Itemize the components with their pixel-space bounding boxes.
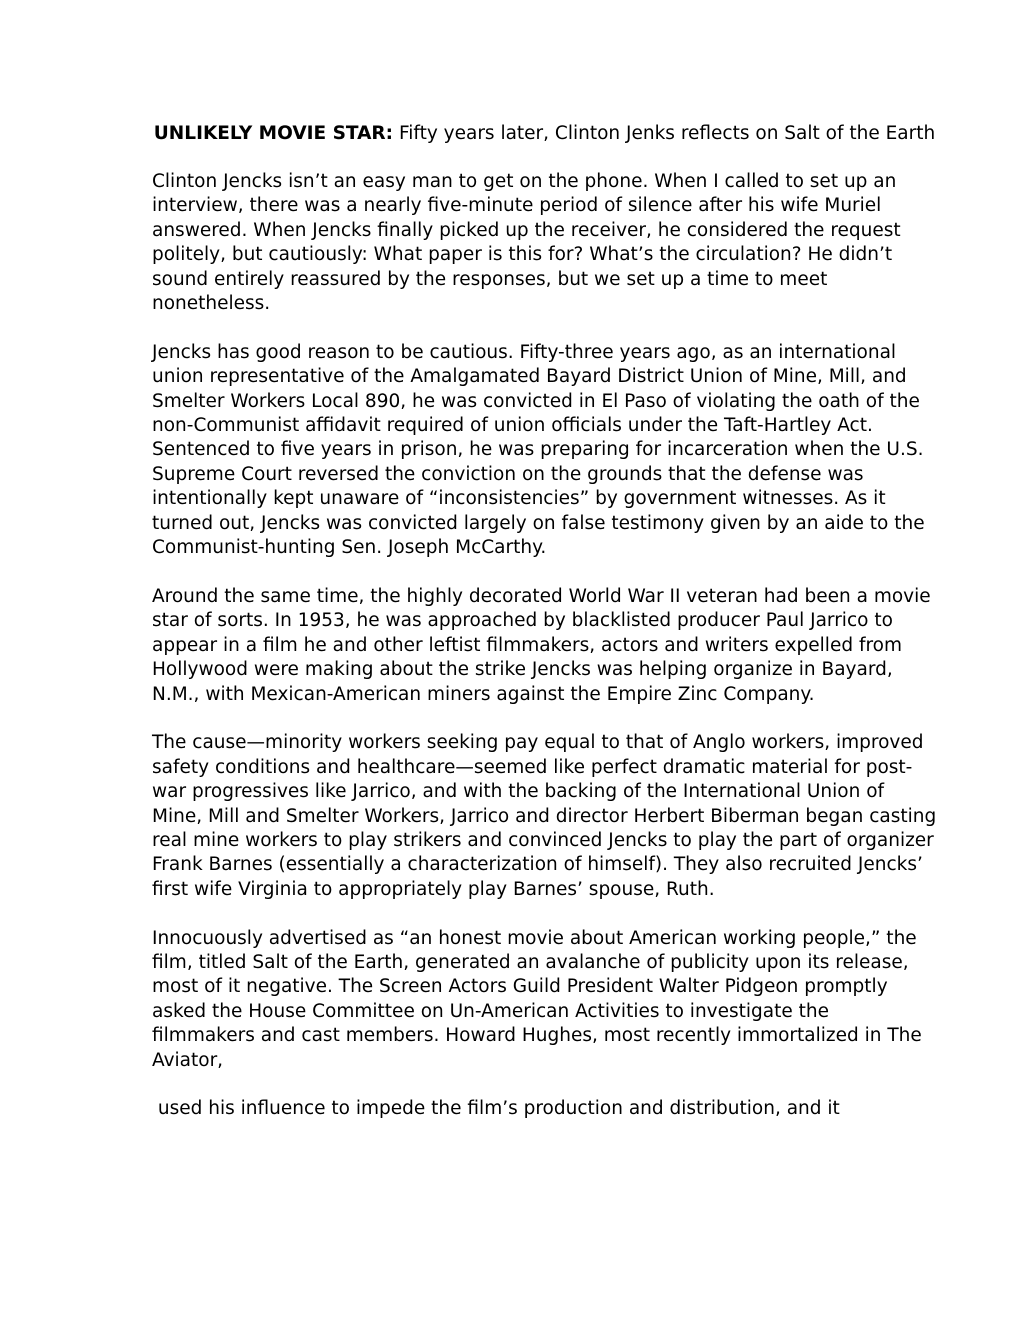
paragraph-3: Around the same time, the highly decorated World War II veteran had been a movie star of sorts. In 1953, he was approached by blacklisted producer Paul Jarrico to appear in a film he and other leftist filmmakers, actors and writers expelled from Hollywood were making about the strike Jencks was helping organize in Bayard, N.M., with Mexican-American miners against the Empire Zinc Company. bbox=[152, 585, 931, 705]
paragraph-5: Innocuously advertised as “an honest movie about American working people,” the film, titled Salt of the Earth, generated an avalanche of publicity upon its release, most of it negative. The Screen Actors Guild President Walter Pidgeon promptly asked the House Committee on Un-American Activities to investigate the filmmakers and cast members. Howard Hughes, most recently immortalized in The Aviator, bbox=[152, 927, 922, 1071]
paragraph-4: The cause—minority workers seeking pay equal to that of Anglo workers, improved safety conditions and healthcare—seemed like perfect dramatic material for post-war progressives like Jarrico, and with the backing of the International Union of Mine, Mill and Smelter Workers, Jarrico and director Herbert Biberman began casting real mine workers to play strikers and convinced Jencks to play the part of organizer Frank Barnes (essentially a characterization of himself). They also recruited Jencks’ first wife Virginia to appropriately play Barnes’ spouse, Ruth. bbox=[152, 732, 937, 900]
paragraph-2: Jencks has good reason to be cautious. Fifty-three years ago, as an international union representative of the Amalgamated Bayard District Union of Mine, Mill, and Smelter Workers Local 890, he was convicted in El Paso of violating the oath of the non-Communist affidavit required of union officials under the Taft-Hartley Act. Sentenced to five years in prison, he was preparing for incarceration when the U.S. Supreme Court reversed the conviction on the grounds that the defense was intentionally kept unaware of “inconsistencies” by government witnesses. As it turned out, Jencks was convicted largely on false testimony given by an aide to the Communist-hunting Sen. Joseph McCarthy. bbox=[152, 341, 925, 559]
paragraph-1: Clinton Jencks isn’t an easy man to get on the phone. When I called to set up an interview, there was a nearly five-minute period of silence after his wife Muriel answered. When Jencks finally picked up the receiver, he considered the request politely, but cautiously: What paper is this for? What’s the circulation? He didn’t sound entirely reassured by the responses, but we set up a time to meet nonetheless. bbox=[152, 171, 901, 315]
paragraph-6: used his influence to impede the film’s production and distribution, and it bbox=[152, 1098, 840, 1120]
document-page bbox=[152, 121, 937, 1146]
headline-title: Fifty years later, Clinton Jenks reflects on Salt of the Earth bbox=[393, 123, 936, 144]
headline-kicker: UNLIKELY MOVIE STAR: bbox=[153, 123, 394, 144]
article-headline bbox=[152, 121, 937, 146]
